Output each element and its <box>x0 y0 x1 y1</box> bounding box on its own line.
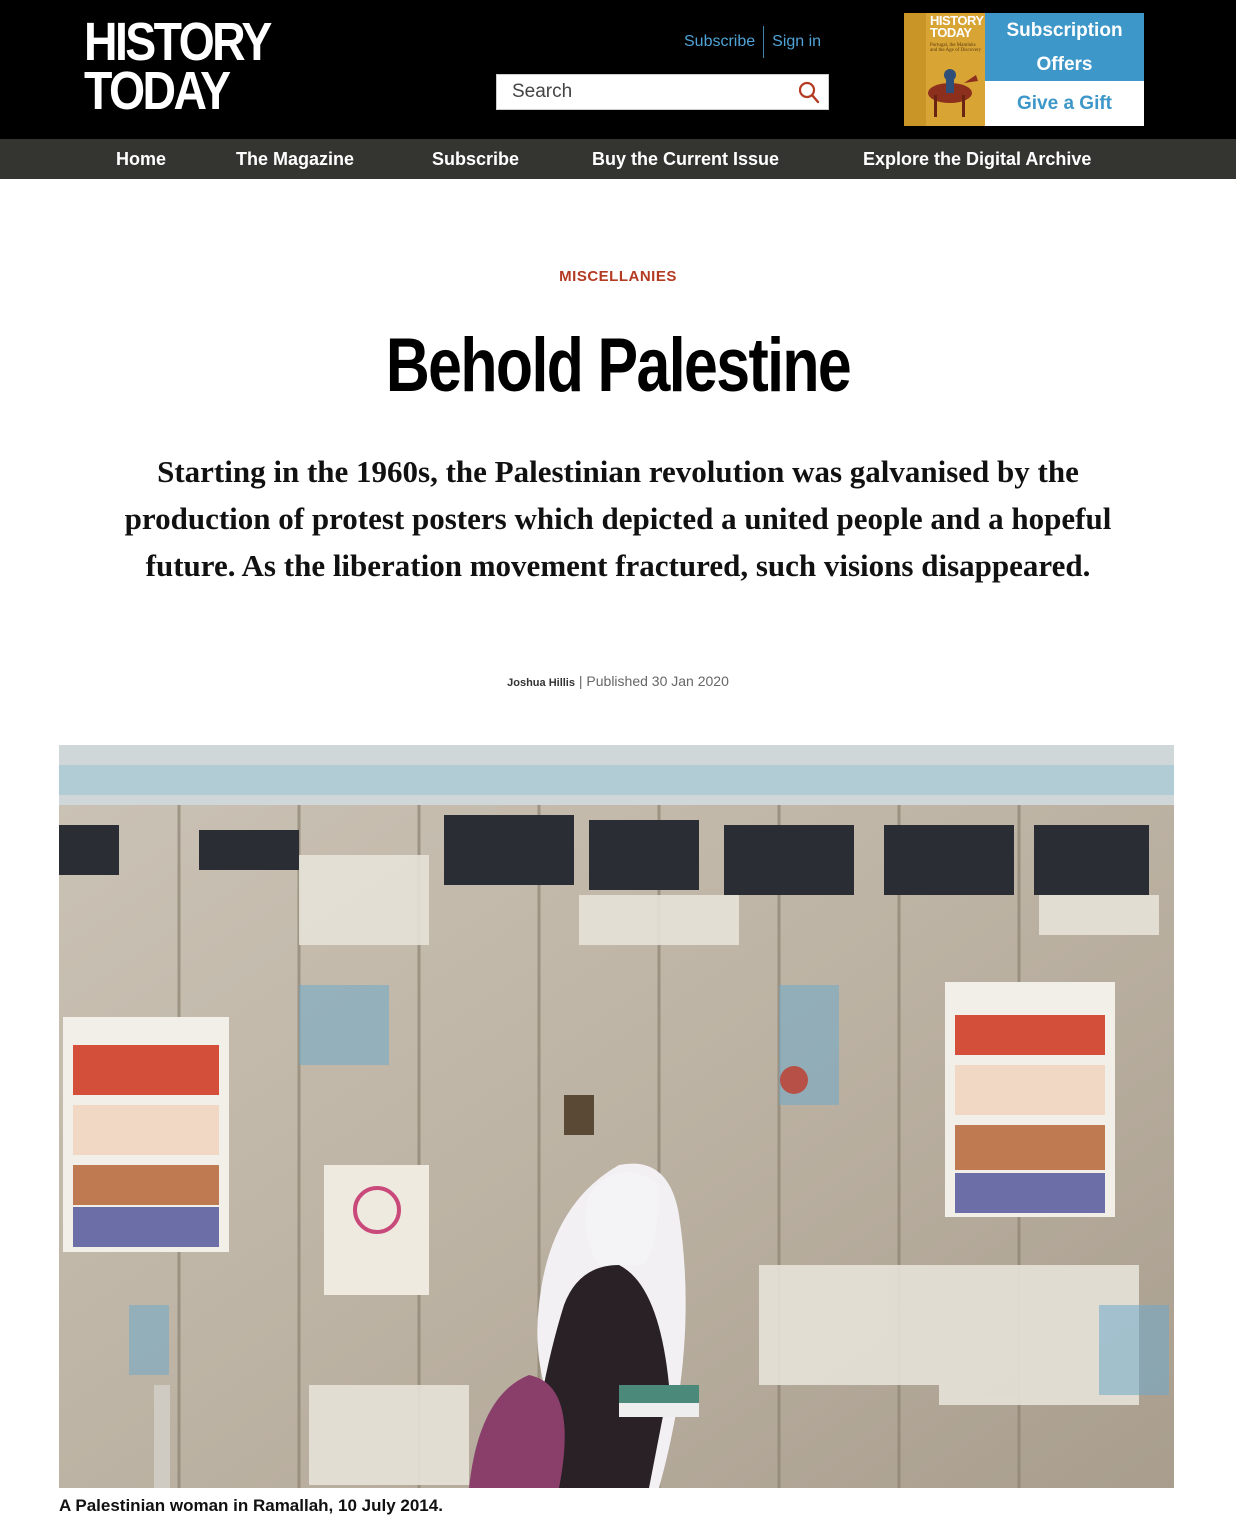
main-nav <box>0 139 1236 179</box>
history-today-logo[interactable] <box>84 12 270 122</box>
nav-item-digital-archive[interactable]: Explore the Digital Archive <box>863 149 1092 169</box>
section-label[interactable]: MISCELLANIES <box>559 268 677 285</box>
subscription-offers-button[interactable] <box>985 13 1144 81</box>
image-caption: A Palestinian woman in Ramallah, 10 July 2014. <box>59 1496 443 1515</box>
author-name[interactable]: Joshua Hillis <box>507 677 575 689</box>
offers-line-1: Subscription <box>1006 20 1123 41</box>
nav-item-the-magazine[interactable]: The Magazine <box>236 149 355 169</box>
nav-item-home[interactable]: Home <box>116 149 167 169</box>
byline-separator: | <box>578 673 587 689</box>
site-header <box>0 0 1236 139</box>
give-a-gift-button[interactable]: Give a Gift <box>985 81 1144 126</box>
divider <box>763 26 764 58</box>
search-box <box>496 74 829 110</box>
nav-item-buy-current-issue[interactable]: Buy the Current Issue <box>592 149 780 169</box>
signin-link[interactable]: Sign in <box>772 33 822 50</box>
magazine-cover-image[interactable] <box>904 13 985 126</box>
logo-line-2: TODAY <box>84 61 229 121</box>
search-icon[interactable] <box>796 80 822 106</box>
article-title: Behold Palestine <box>385 323 851 408</box>
publish-date: Published 30 Jan 2020 <box>586 673 729 689</box>
search-input[interactable] <box>497 75 787 109</box>
account-links <box>684 26 821 58</box>
offers-line-2: Offers <box>1036 54 1093 75</box>
subscribe-link[interactable]: Subscribe <box>684 33 756 50</box>
cover-subtitle: Portugal, the Mamluks and the Age of Discovery <box>930 43 982 53</box>
cover-title: HISTORY TODAY <box>930 13 984 40</box>
hero-image <box>59 745 1174 1488</box>
logo-line-1: HISTORY <box>84 12 270 72</box>
subscription-promo <box>904 13 1144 126</box>
nav-item-subscribe[interactable]: Subscribe <box>432 149 520 169</box>
byline <box>0 673 1236 689</box>
article-standfirst: Starting in the 1960s, the Palestinian revolution was galvanised by the production of protest posters which depicted a united people and a hopeful future. As the liberation movement fractured, such visions disappeared. <box>124 454 1112 583</box>
